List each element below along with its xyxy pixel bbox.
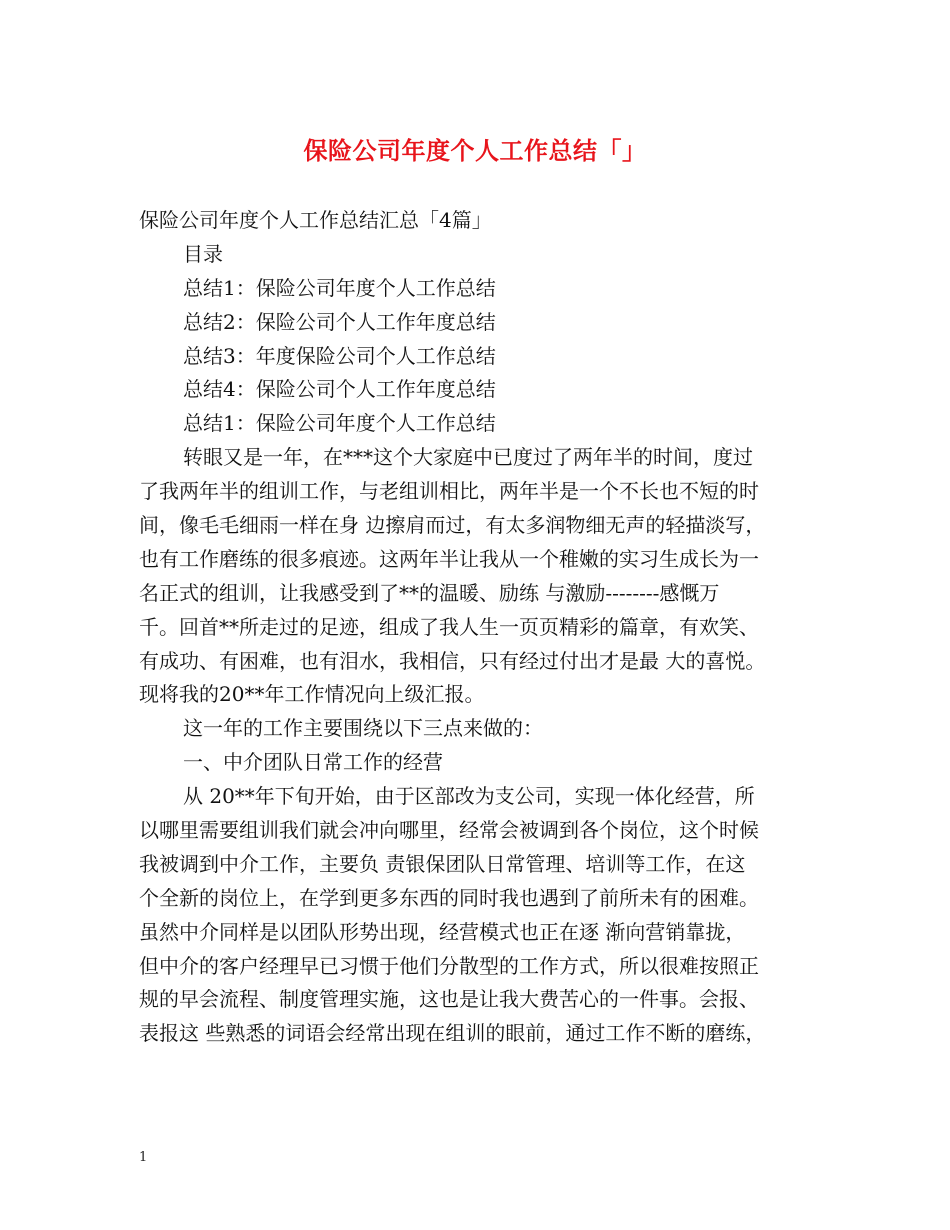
body-line: 转眼又是一年，在***这个大家庭中已度过了两年半的时间，度过 [183,445,753,470]
page-number: 1 [139,1150,148,1165]
body-line: 我被调到中介工作，主要负 责银保团队日常管理、培训等工作，在这 [139,851,746,876]
body-line: 现将我的20**年工作情况向上级汇报。 [139,682,485,707]
body-line: 以哪里需要组训我们就会冲向哪里，经常会被调到各个岗位，这个时候 [139,818,759,843]
body-line: 从 20**年下旬开始，由于区部改为支公司，实现一体化经营，所 [183,784,755,809]
body-line: 总结2：保险公司个人工作年度总结 [183,309,496,334]
body-line: 间，像毛毛细雨一样在身 边擦肩而过，有太多润物细无声的轻描淡写， [139,513,766,538]
body-line: 但中介的客户经理早已习惯于他们分散型的工作方式，所以很难按照正 [139,953,759,978]
body-line: 总结1：保险公司年度个人工作总结 [183,411,496,436]
body-line: 一、中介团队日常工作的经营 [183,750,443,775]
body-line: 千。回首**所走过的足迹，组成了我人生一页页精彩的篇章，有欢笑、 [139,614,759,639]
body-line: 总结3：年度保险公司个人工作总结 [183,343,496,368]
body-line: 也有工作磨练的很多痕迹。这两年半让我从一个稚嫩的实习生成长为一 [139,546,759,571]
body-line: 这一年的工作主要围绕以下三点来做的： [183,716,543,741]
document-body [139,204,829,1051]
body-line: 了我两年半的组训工作，与老组训相比，两年半是一个不长也不短的时 [139,479,759,504]
body-line: 规的早会流程、制度管理实施，这也是让我大费苦心的一件事。会报、 [139,987,759,1012]
body-line: 表报这 些熟悉的词语会经常出现在组训的眼前，通过工作不断的磨练， [139,1021,766,1046]
body-line: 保险公司年度个人工作总结汇总「4篇」 [139,208,492,232]
body-line: 总结1：保险公司年度个人工作总结 [183,275,496,300]
body-line: 有成功、有困难，也有泪水，我相信，只有经过付出才是最 大的喜悦。 [139,648,766,673]
body-line: 目录 [183,241,223,266]
body-line: 总结4：保险公司个人工作年度总结 [183,377,496,402]
body-line: 虽然中介同样是以团队形势出现，经营模式也正在逐 渐向营销靠拢， [139,919,746,944]
body-line: 个全新的岗位上，在学到更多东西的同时我也遇到了前所未有的困难。 [139,885,759,910]
document-title: 保险公司年度个人工作总结「」 [303,136,647,165]
body-line: 名正式的组训，让我感受到了**的温暖、励练 与激励--------感慨万 [139,580,720,605]
